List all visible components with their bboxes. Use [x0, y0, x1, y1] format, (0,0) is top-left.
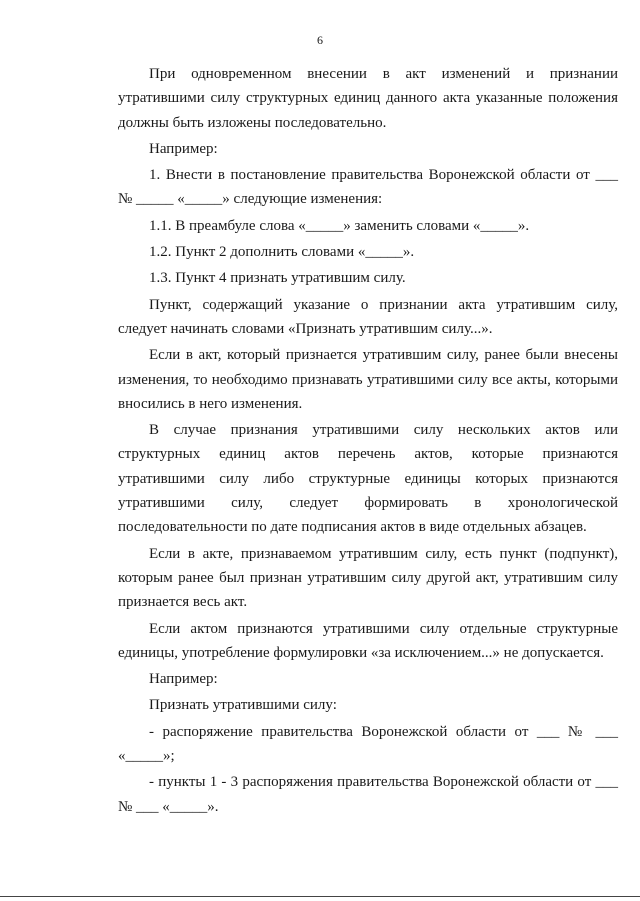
paragraph-revoke-item-1: - распоряжение правительства Воронежской области от ___ № ___ «_____»; [118, 723, 618, 765]
paragraph-example-item-1-2: 1.2. Пункт 2 дополнить словами «_____». [149, 244, 415, 261]
paragraph-chronological-order [118, 418, 618, 539]
paragraph-line: утратившими силу либо структурные единицы которых признаются [118, 470, 618, 487]
paragraph-line: утратившими силу, следует формировать в хронологической [118, 495, 618, 512]
paragraph-line: В случае признания утратившими силу нескольких актов или [149, 422, 618, 439]
paragraph-example-item-1-3: 1.3. Пункт 4 признать утратившим силу. [149, 270, 406, 287]
paragraph-line: последовательности по дате подписания актов в виде отдельных абзацев. [118, 519, 587, 536]
document-body [118, 62, 618, 819]
paragraph-exceptions: Если актом признаются утратившими силу отдельные структурные единицы, употребление формулировки «за исключением...» не допускается. [118, 620, 618, 661]
paragraph-start-wording: Пункт, содержащий указание о признании акта утратившим силу, следует начинать словами «Признать утратившим силу...». [118, 296, 618, 337]
page-bottom-divider [0, 896, 640, 897]
paragraph-example-item-1-1: 1.1. В преамбуле слова «_____» заменить словами «_____». [149, 217, 530, 234]
paragraph-revoke-item-2: - пункты 1 - 3 распоряжения правительства Воронежской области от ___ № ___ «_____». [118, 774, 618, 815]
paragraph-sequential-changes: При одновременном внесении в акт изменений и признании утратившими силу структурных единиц данного акта указанные положения должны быть изложены последовательно. [118, 66, 618, 131]
paragraph-revoke-heading: Признать утратившими силу: [149, 697, 337, 714]
paragraph-example-label: Например: [149, 140, 218, 157]
paragraph-line: структурных единиц актов перечень актов, которые признаются [118, 446, 618, 463]
page-number: 6 [317, 33, 323, 47]
paragraph-whole-act: Если в акте, признаваемом утратившим силу, есть пункт (подпункт), которым ранее был признан утратившим силу другой акт, утратившим силу признается весь акт. [118, 545, 618, 611]
paragraph-example-label-2: Например: [149, 671, 218, 688]
paragraph-amending-acts: Если в акт, который признается утратившим силу, ранее были внесены изменения, то необходимо признавать утратившими силу все акты, которыми вносились в него изменения. [118, 347, 618, 412]
paragraph-example-item-1: 1. Внести в постановление правительства Воронежской области от ___ № _____ «_____» следующие изменения: [118, 167, 618, 208]
